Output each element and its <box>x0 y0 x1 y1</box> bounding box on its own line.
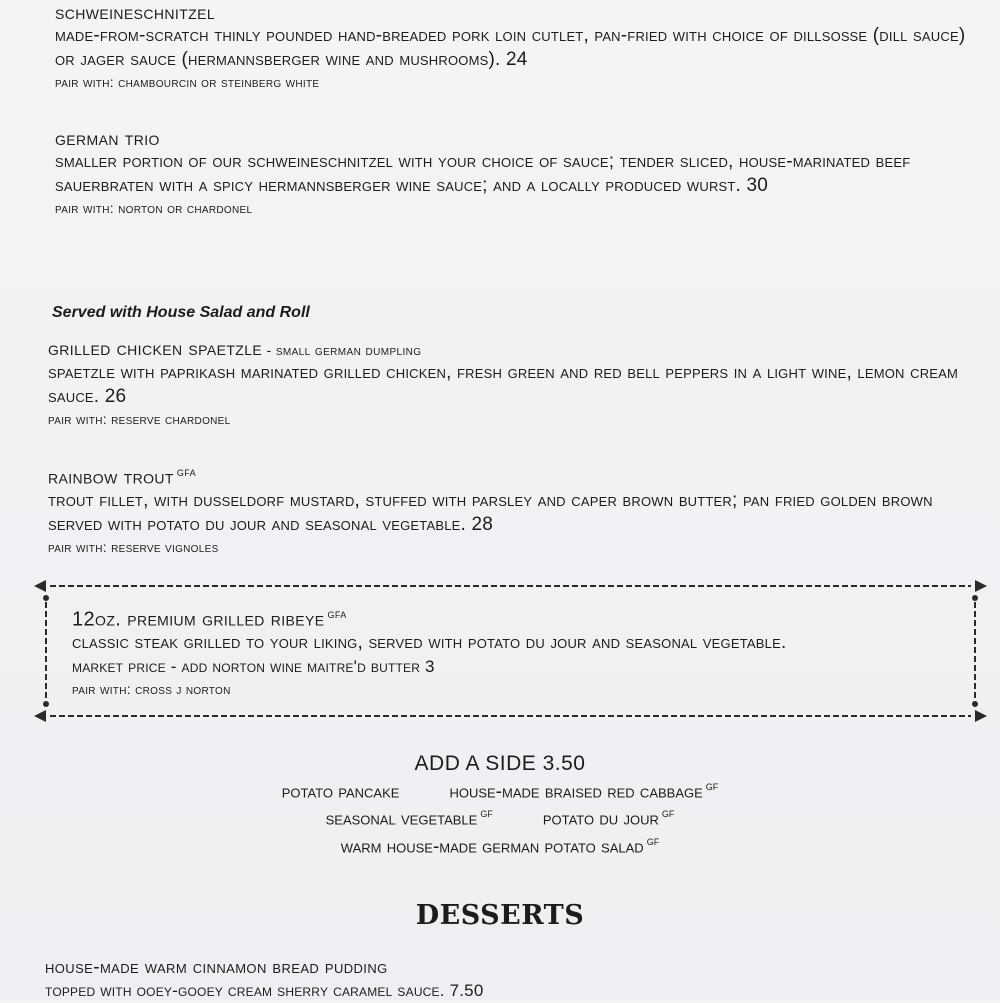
item-description: trout fillet, with dusseldorf mustard, stuffed with parsley and caper brown butter; pan fried golden brown served with potato du jour and seasonal vegetable. 28 <box>48 489 933 535</box>
menu-item-schweineschnitzel <box>55 2 980 91</box>
item-price-line: market price - add norton wine maitre'd butter 3 <box>72 656 435 676</box>
item-description: classic steak grilled to your liking, served with potato du jour and seasonal vegetable. <box>72 631 787 653</box>
item-title: schweineschnitzel <box>55 2 216 24</box>
gf-badge: GF <box>646 836 660 847</box>
sides-section <box>0 752 1000 858</box>
item-title: rainbow trout <box>48 466 174 489</box>
item-pairing: pair with: reserve chardonel <box>48 411 231 427</box>
desserts-heading: DESSERTS <box>415 900 585 931</box>
item-pairing: pair with: norton or chardonel <box>55 200 253 216</box>
side-item: potato pancake <box>281 781 400 803</box>
item-pairing: pair with: chambourcin or steinberg white <box>55 74 320 90</box>
item-title: house-made warm cinnamon bread pudding <box>45 957 388 978</box>
side-item: seasonal vegetable <box>325 808 478 830</box>
menu-item-ribeye <box>72 604 980 698</box>
side-item: warm house-made german potato salad <box>340 835 644 857</box>
menu-item-grilled-chicken-spaetzle <box>48 338 980 428</box>
gf-badge: GF <box>661 809 675 820</box>
section-note: Served with House Salad and Roll <box>52 304 310 321</box>
item-pairing: pair with: cross j norton <box>72 680 231 697</box>
item-title: grilled chicken spaetzle <box>48 338 263 360</box>
side-item: house-made braised red cabbage <box>449 781 703 803</box>
menu-item-rainbow-trout <box>48 462 980 556</box>
gfa-badge: GFA <box>327 610 347 620</box>
item-description: smaller portion of our schweineschnitzel with your choice of sauce; tender sliced, house-marinated beef sauerbraten with a spicy hermannsberger wine sauce; and a locally produced wurst. 30 <box>55 151 911 196</box>
item-title: german trio <box>55 128 160 150</box>
gfa-badge: GFA <box>176 468 197 478</box>
dessert-item-bread-pudding <box>45 957 980 1003</box>
item-pairing: pair with: reserve vignoles <box>48 538 219 555</box>
gf-badge: GF <box>480 809 493 820</box>
item-subtitle: - small german dumpling <box>262 342 422 358</box>
item-description: spaetzle with paprikash marinated grilled chicken, fresh green and red bell peppers in a light wine, lemon cream sauce. 26 <box>48 362 959 407</box>
gf-badge: GF <box>705 782 719 792</box>
menu-item-german-trio <box>55 128 980 217</box>
sides-heading: ADD A SIDE 3.50 <box>414 752 586 775</box>
item-title: 12oz. premium grilled ribeye <box>72 608 325 631</box>
item-description: topped with ooey-gooey cream sherry caramel sauce. 7.50 <box>45 981 484 1000</box>
side-item: potato du jour <box>542 808 659 830</box>
item-description: made-from-scratch thinly pounded hand-breaded pork loin cutlet, pan-fried with choice of dillsoße (dill sauce) or jager sauce (hermannsberger wine and mushrooms). 24 <box>55 25 966 70</box>
